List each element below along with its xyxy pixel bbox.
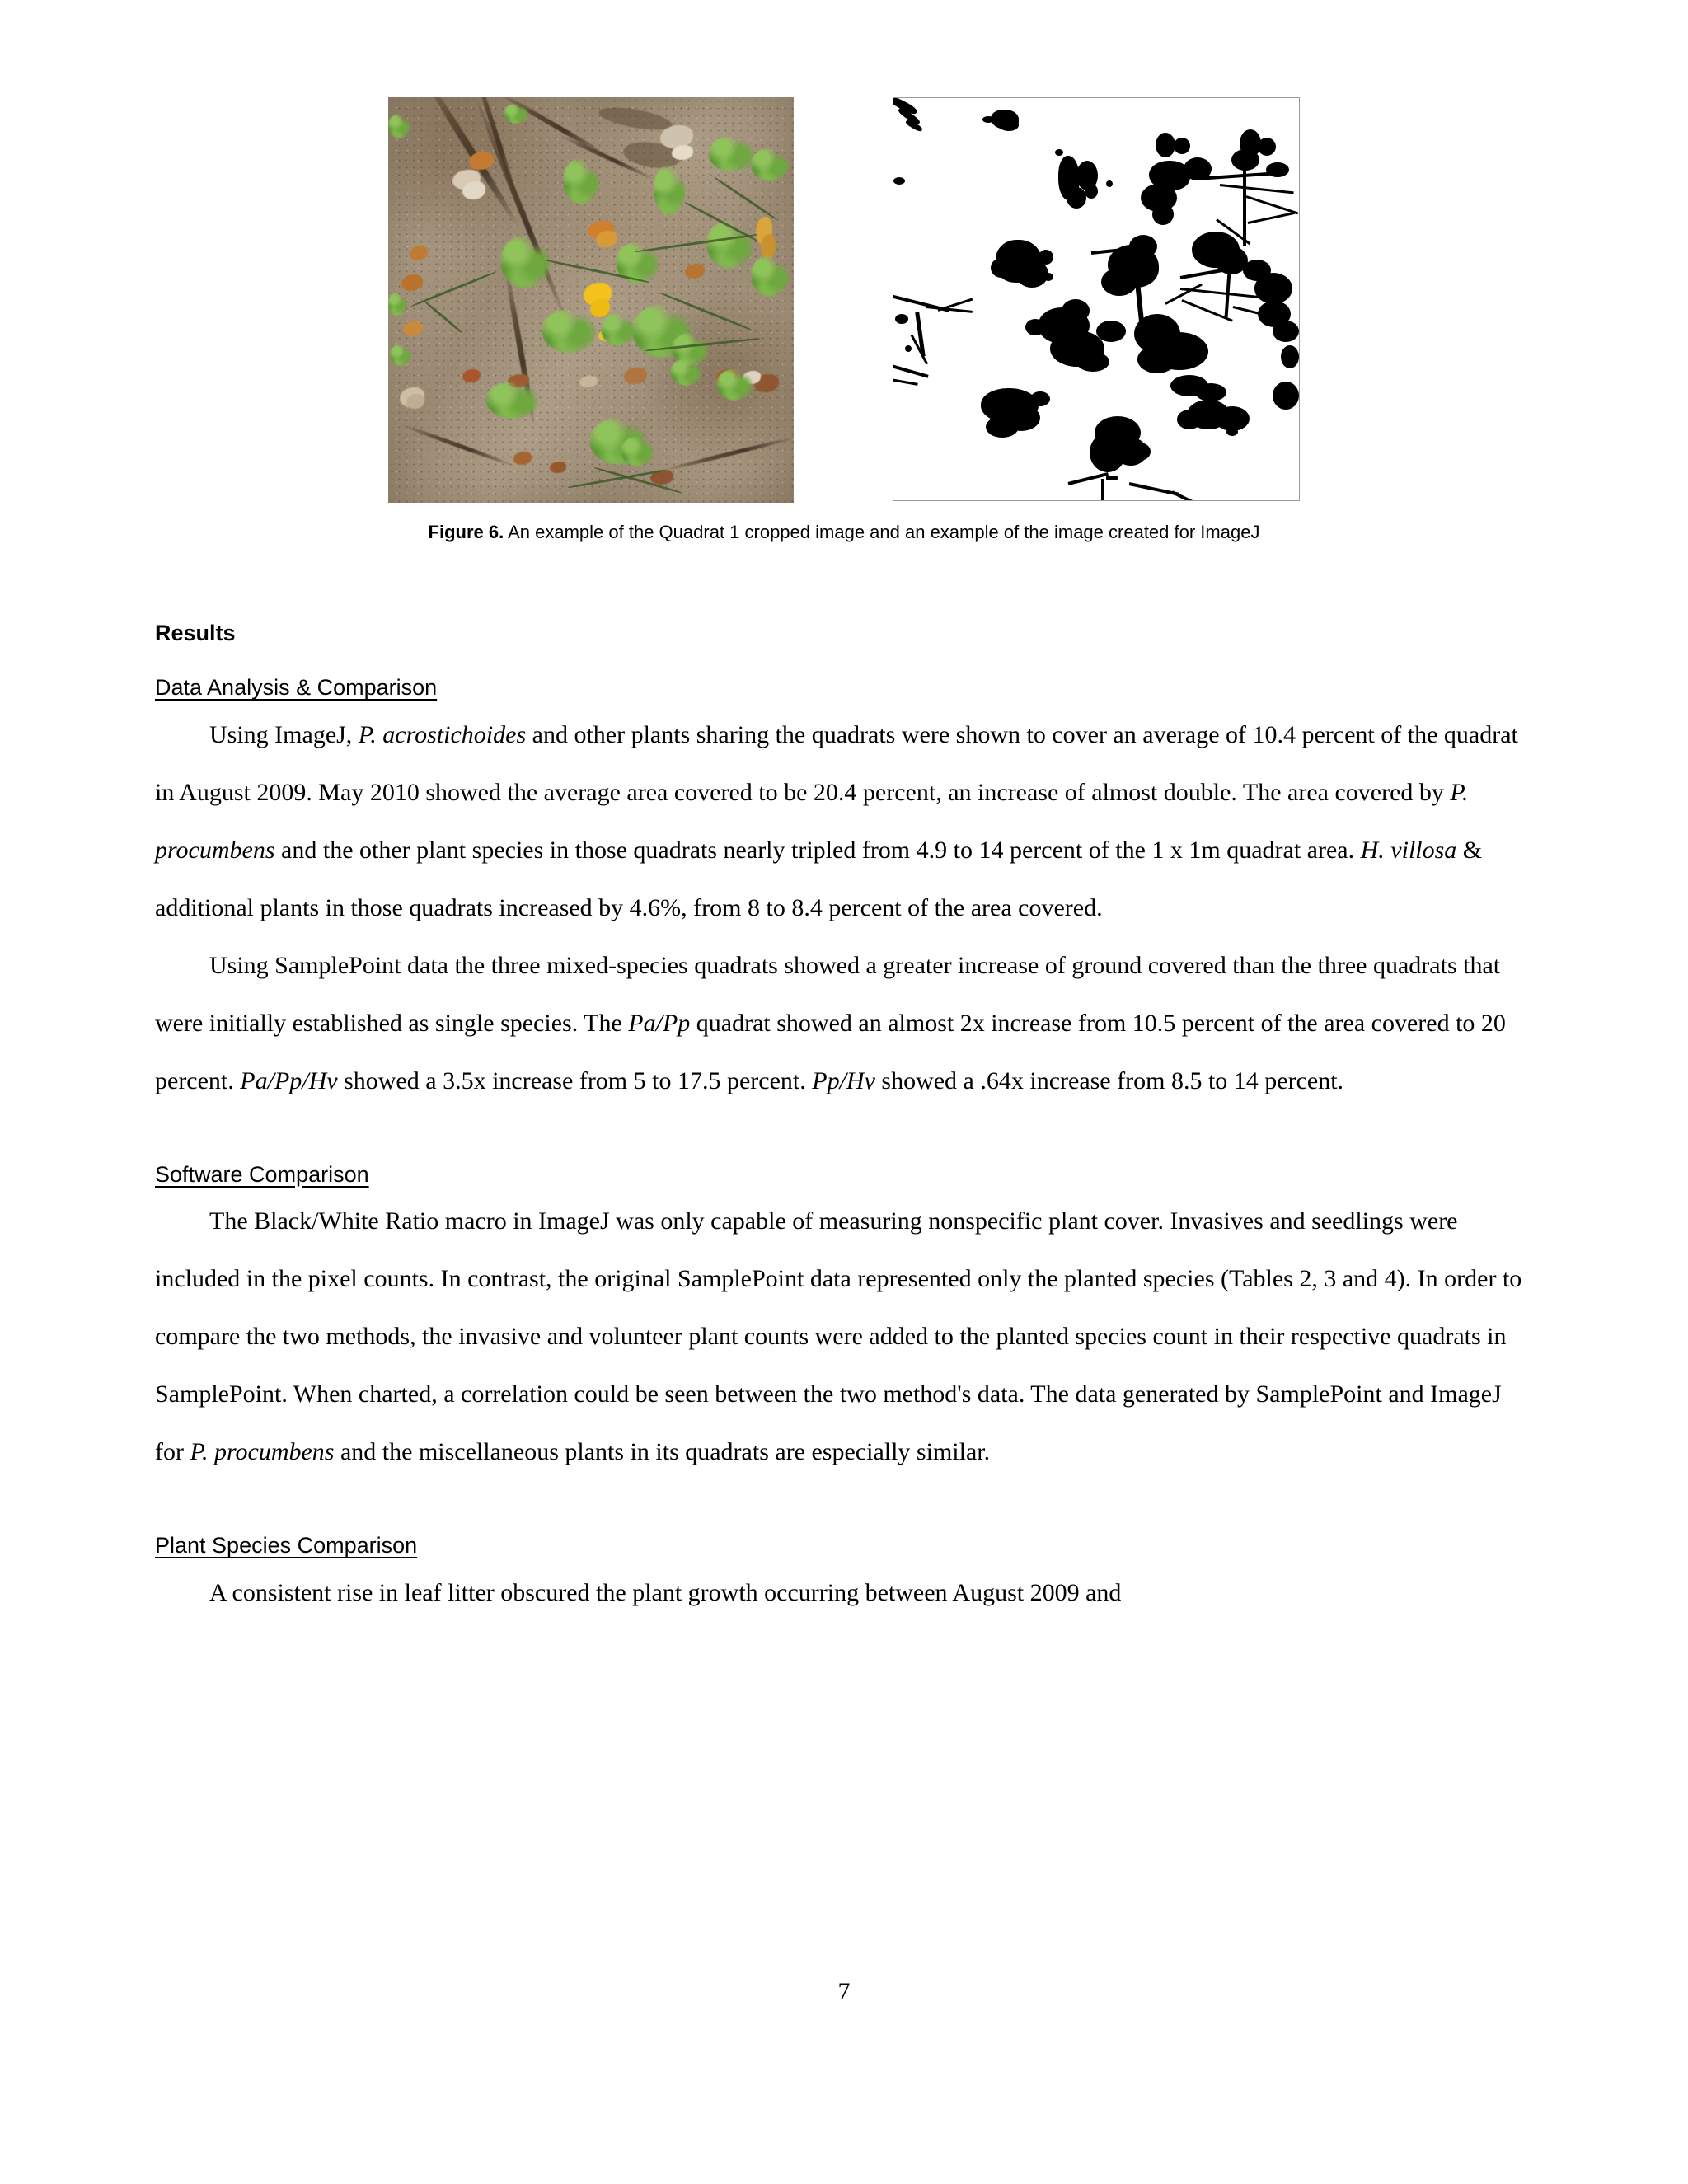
par2-seg3: showed a 3.5x increase from 5 to 17.5 percent. <box>337 1066 813 1094</box>
species-p-procumbens: P. procumbens <box>155 778 1469 864</box>
sw-seg2: and the miscellaneous plants in its quadrats are especially similar. <box>334 1438 991 1466</box>
sw-seg1: The Black/White Ratio macro in ImageJ was only capable of measuring nonspecific plant cover. Invasives and seedlings were included in the pixel counts. In contrast, the original SamplePoint data represented only the planted species (Tables 2, 3 and 4). In order to compare the two methods, the invasive and volunteer plant counts were added to the planted species count in their respective quadrats in SamplePoint. When charted, a correlation could be seen between the two method's data. The data generated by SamplePoint and ImageJ for <box>155 1207 1522 1466</box>
page-title: Results <box>155 621 236 645</box>
par1-seg2: and other plants sharing the quadrats were shown to cover an average of 10.4 percent of the quadrat in August 2009. May 2010 showed the average area covered to be 20.4 percent, an increase of almost double. The area covered by <box>155 720 1518 806</box>
figure-6-block <box>0 97 1688 545</box>
subheading-plant-species-comparison: Plant Species Comparison <box>155 1533 418 1558</box>
paragraph-data-analysis-1 <box>155 706 1533 937</box>
figure-image-row <box>0 97 1688 503</box>
figure-caption-label: Figure 6. <box>428 522 504 542</box>
par1-seg1: Using ImageJ, <box>209 720 359 748</box>
page-number: 7 <box>837 1978 851 2005</box>
subheading-software-comparison: Software Comparison <box>155 1161 369 1187</box>
quadrat-code-pa-pp: Pa/Pp <box>628 1009 691 1037</box>
par2-seg2: quadrat showed an almost 2x increase from 10.5 percent of the area covered to 20 percent. <box>155 1009 1506 1094</box>
par2-seg1: Using SamplePoint data the three mixed-species quadrats showed a greater increase of ground covered than the three quadrats that were initially established as single species. The <box>155 951 1501 1037</box>
document-content <box>155 620 1533 1622</box>
binary-imagej-image <box>893 97 1300 501</box>
species-h-villosa: H. villosa <box>1360 836 1457 864</box>
paragraph-plant-species-comparison: A consistent rise in leaf litter obscured the plant growth occurring between August 2009 and <box>209 1578 1122 1606</box>
paragraph-software-comparison <box>155 1193 1533 1481</box>
section-spacer-2 <box>155 1481 1533 1532</box>
quadrat-code-pp-hv: Pp/Hv <box>812 1066 875 1094</box>
species-p-acrostichoides: P. acrostichoides <box>358 720 527 748</box>
subheading-data-analysis: Data Analysis & Comparison <box>155 675 438 701</box>
species-p-procumbens-2: P. procumbens <box>190 1438 335 1466</box>
quadrat-photo-image <box>388 97 794 503</box>
par2-seg4: showed a .64x increase from 8.5 to 14 percent. <box>874 1066 1344 1094</box>
quadrat-code-pa-pp-hv: Pa/Pp/Hv <box>240 1066 338 1094</box>
figure-caption <box>0 521 1688 545</box>
figure-caption-text: An example of the Quadrat 1 cropped image and an example of the image created for ImageJ <box>504 522 1260 542</box>
paragraph-data-analysis-2 <box>155 937 1533 1110</box>
par1-seg4: & additional plants in those quadrats increased by 4.6%, from 8 to 8.4 percent of the area covered. <box>155 836 1483 921</box>
par1-seg3: and the other plant species in those quadrats nearly tripled from 4.9 to 14 percent of the 1 x 1m quadrat area. <box>274 836 1361 864</box>
section-spacer-1 <box>155 1110 1533 1161</box>
